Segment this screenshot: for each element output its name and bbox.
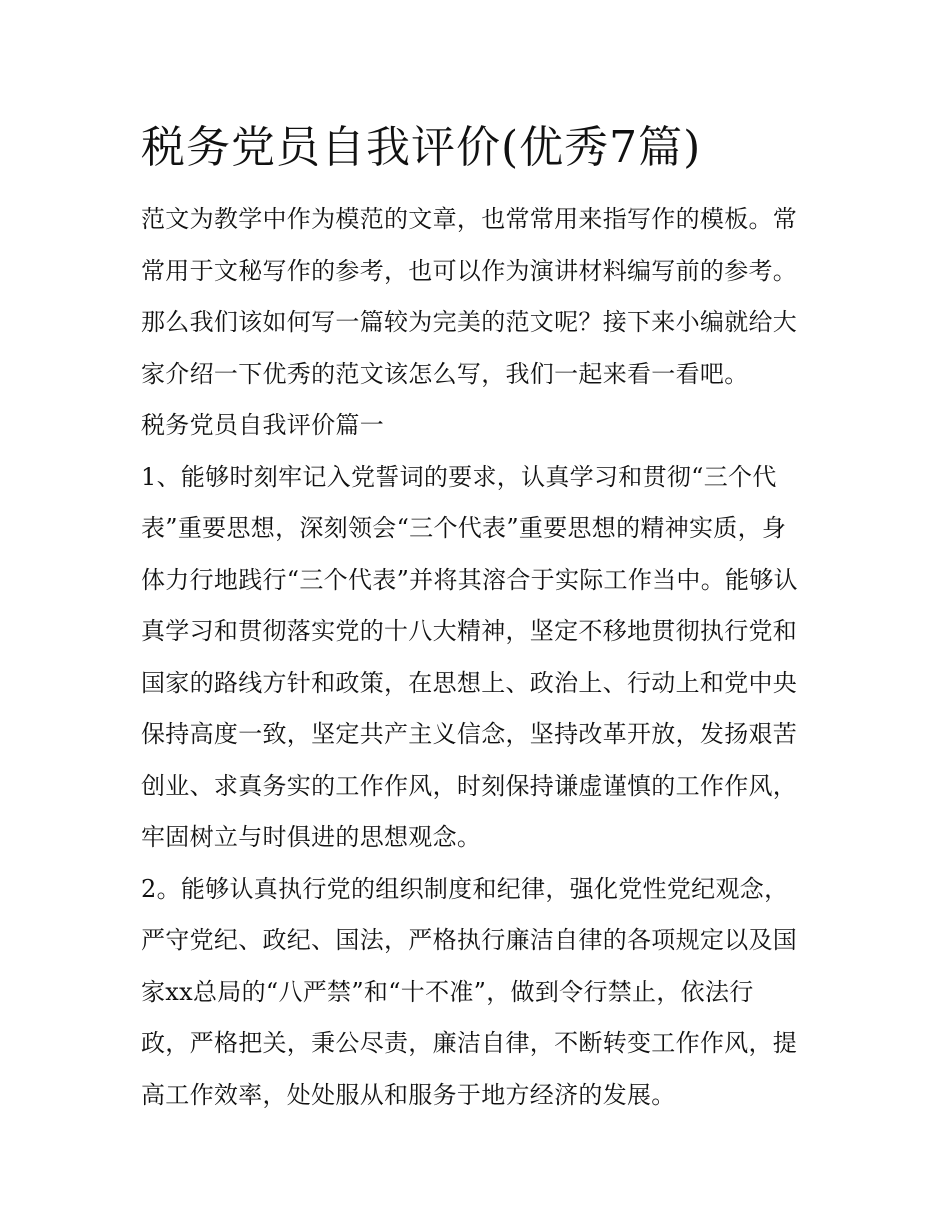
document-body	[141, 194, 813, 1121]
document-page	[141, 118, 813, 1121]
item-1-paragraph	[141, 452, 813, 864]
text-line: 那么我们该如何写一篇较为完美的范文呢？接下来小编就给大	[141, 308, 798, 336]
text-line: 创业、求真务实的工作作风，时刻保持谦虚谨慎的工作作风，	[141, 771, 798, 800]
text-line: 范文为教学中作为模范的文章，也常常用来指写作的模板。常	[141, 205, 798, 233]
section-heading	[141, 400, 813, 452]
text-line: 家xx总局的“八严禁”和“十不准”，做到令行禁止，依法行	[141, 977, 754, 1006]
text-line: 国家的路线方针和政策，在思想上、政治上、行动上和党中央	[141, 668, 798, 697]
text-line: 体力行地践行“三个代表”并将其溶合于实际工作当中。能够认	[141, 565, 798, 594]
text-line: 高工作效率，处处服从和服务于地方经济的发展。	[141, 1080, 676, 1109]
text-line: 家介绍一下优秀的范文该怎么写，我们一起来看一看吧。	[141, 359, 749, 388]
text-line: 保持高度一致，坚定共产主义信念，坚持改革开放，发扬艰苦	[141, 720, 798, 748]
section-heading-text: 税务党员自我评价篇一	[141, 411, 384, 439]
intro-paragraph	[141, 194, 813, 400]
page-title: 税务党员自我评价(优秀7篇)	[141, 122, 702, 173]
text-line: 政，严格把关，秉公尽责，廉洁自律，不断转变工作作风，提	[141, 1029, 798, 1057]
text-line: 严守党纪、政纪、国法，严格执行廉洁自律的各项规定以及国	[141, 926, 798, 954]
text-line: 真学习和贯彻落实党的十八大精神，坚定不移地贯彻执行党和	[141, 617, 798, 645]
text-line: 2。能够认真执行党的组织制度和纪律，强化党性党纪观念，	[141, 874, 789, 903]
text-line: 1、能够时刻牢记入党誓词的要求，认真学习和贯彻“三个代	[141, 462, 777, 491]
text-line: 表”重要思想，深刻领会“三个代表”重要思想的精神实质，身	[141, 514, 787, 542]
text-line: 牢固树立与时俱进的思想观念。	[141, 823, 482, 851]
item-2-paragraph	[141, 864, 813, 1122]
text-line: 常用于文秘写作的参考，也可以作为演讲材料编写前的参考。	[141, 256, 798, 285]
